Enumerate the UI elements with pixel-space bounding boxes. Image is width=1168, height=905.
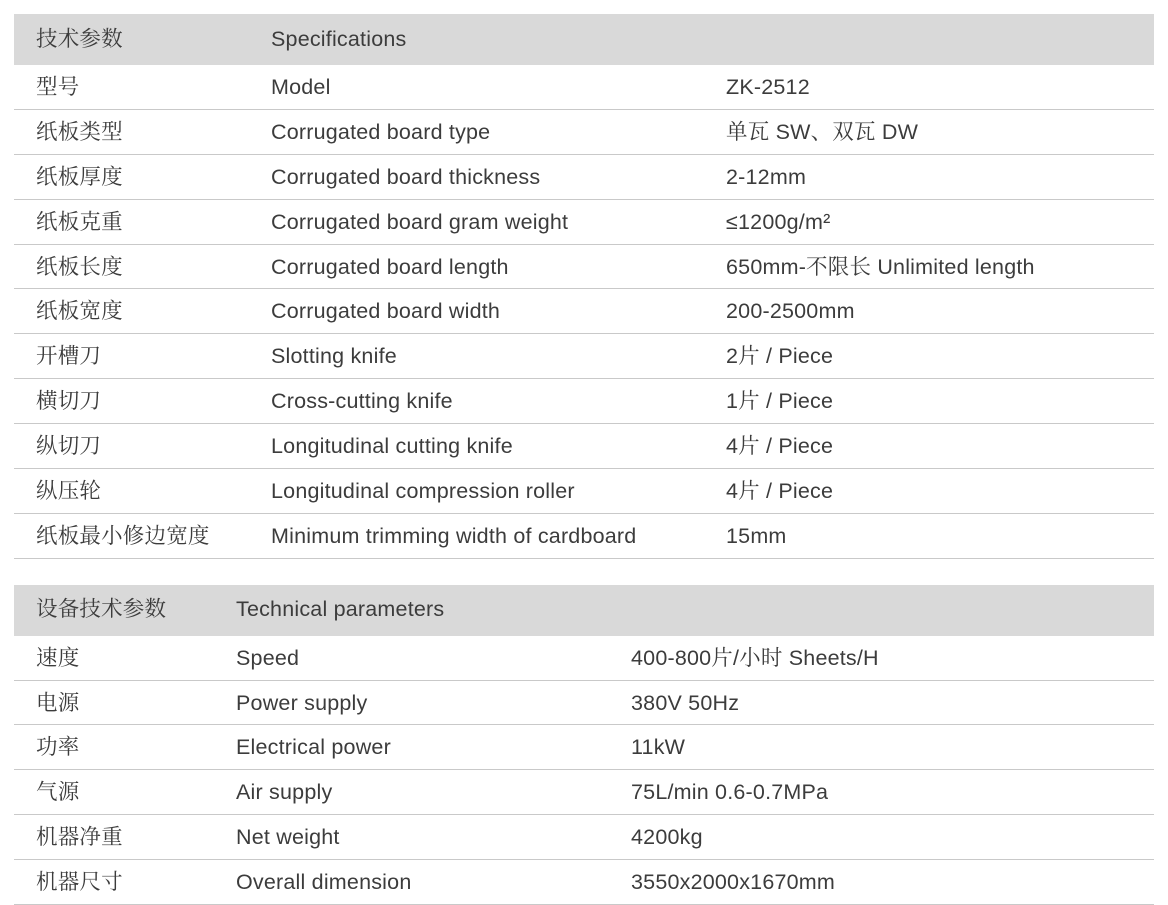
row-value: 单瓦 SW、双瓦 DW	[722, 109, 1154, 154]
row-label-cn: 型号	[14, 65, 267, 109]
row-label-cn: 气源	[14, 770, 232, 815]
row-label-cn: 机器尺寸	[14, 860, 232, 905]
table-row	[14, 770, 1154, 815]
row-label-en: Air supply	[232, 770, 627, 815]
row-label-en: Longitudinal cutting knife	[267, 424, 722, 469]
table-row	[14, 65, 1154, 109]
table-header-value	[627, 585, 1154, 636]
row-value: ZK-2512	[722, 65, 1154, 109]
row-label-cn: 纸板长度	[14, 244, 267, 289]
table-row	[14, 334, 1154, 379]
row-label-en: Minimum trimming width of cardboard	[267, 513, 722, 558]
table-header-cn: 设备技术参数	[36, 597, 167, 622]
row-label-en: Corrugated board width	[267, 289, 722, 334]
table-row	[14, 680, 1154, 725]
row-label-en: Corrugated board length	[267, 244, 722, 289]
table-row	[14, 815, 1154, 860]
row-value: 4片 / Piece	[722, 468, 1154, 513]
row-label-en: Corrugated board gram weight	[267, 199, 722, 244]
row-label-cn: 纵切刀	[14, 424, 267, 469]
row-label-en: Net weight	[232, 815, 627, 860]
row-label-cn: 纵压轮	[14, 468, 267, 513]
row-label-cn: 机器净重	[14, 815, 232, 860]
row-label-en: Electrical power	[232, 725, 627, 770]
table-row	[14, 379, 1154, 424]
row-label-en: Model	[267, 65, 722, 109]
row-label-cn: 纸板宽度	[14, 289, 267, 334]
row-label-en: Slotting knife	[267, 334, 722, 379]
row-label-cn: 开槽刀	[14, 334, 267, 379]
row-value: 2-12mm	[722, 154, 1154, 199]
table-row	[14, 424, 1154, 469]
row-label-cn: 速度	[14, 636, 232, 680]
row-label-cn: 纸板厚度	[14, 154, 267, 199]
technical-parameters-table	[14, 585, 1154, 905]
table-row	[14, 725, 1154, 770]
table-row	[14, 468, 1154, 513]
row-label-cn: 纸板最小修边宽度	[14, 513, 267, 558]
row-value: 650mm-不限长 Unlimited length	[722, 244, 1154, 289]
row-label-en: Speed	[232, 636, 627, 680]
row-label-cn: 纸板克重	[14, 199, 267, 244]
row-label-en: Cross-cutting knife	[267, 379, 722, 424]
row-value: 200-2500mm	[722, 289, 1154, 334]
row-label-cn: 功率	[14, 725, 232, 770]
row-label-en: Longitudinal compression roller	[267, 468, 722, 513]
row-label-en: Corrugated board thickness	[267, 154, 722, 199]
table-header-cn: 技术参数	[36, 26, 123, 51]
row-value: 1片 / Piece	[722, 379, 1154, 424]
row-label-en: Corrugated board type	[267, 109, 722, 154]
row-label-en: Power supply	[232, 680, 627, 725]
table-header-value	[722, 14, 1154, 65]
table-row	[14, 860, 1154, 905]
row-value: 400-800片/小时 Sheets/H	[627, 636, 1154, 680]
table-row	[14, 636, 1154, 680]
row-value: 2片 / Piece	[722, 334, 1154, 379]
table-row	[14, 154, 1154, 199]
row-value: 4片 / Piece	[722, 424, 1154, 469]
row-label-en: Overall dimension	[232, 860, 627, 905]
table-header-en: Specifications	[271, 26, 407, 51]
row-value: 4200kg	[627, 815, 1154, 860]
specifications-table	[14, 14, 1154, 559]
row-value: ≤1200g/m²	[722, 199, 1154, 244]
table-row	[14, 289, 1154, 334]
table-row	[14, 244, 1154, 289]
table-row	[14, 199, 1154, 244]
table-row	[14, 109, 1154, 154]
table-header-row	[14, 14, 1154, 65]
row-label-cn: 电源	[14, 680, 232, 725]
row-value: 75L/min 0.6-0.7MPa	[627, 770, 1154, 815]
table-row	[14, 513, 1154, 558]
row-label-cn: 横切刀	[14, 379, 267, 424]
row-value: 3550x2000x1670mm	[627, 860, 1154, 905]
table-header-en: Technical parameters	[236, 597, 445, 622]
row-label-cn: 纸板类型	[14, 109, 267, 154]
table-header-row	[14, 585, 1154, 636]
row-value: 380V 50Hz	[627, 680, 1154, 725]
row-value: 11kW	[627, 725, 1154, 770]
row-value: 15mm	[722, 513, 1154, 558]
